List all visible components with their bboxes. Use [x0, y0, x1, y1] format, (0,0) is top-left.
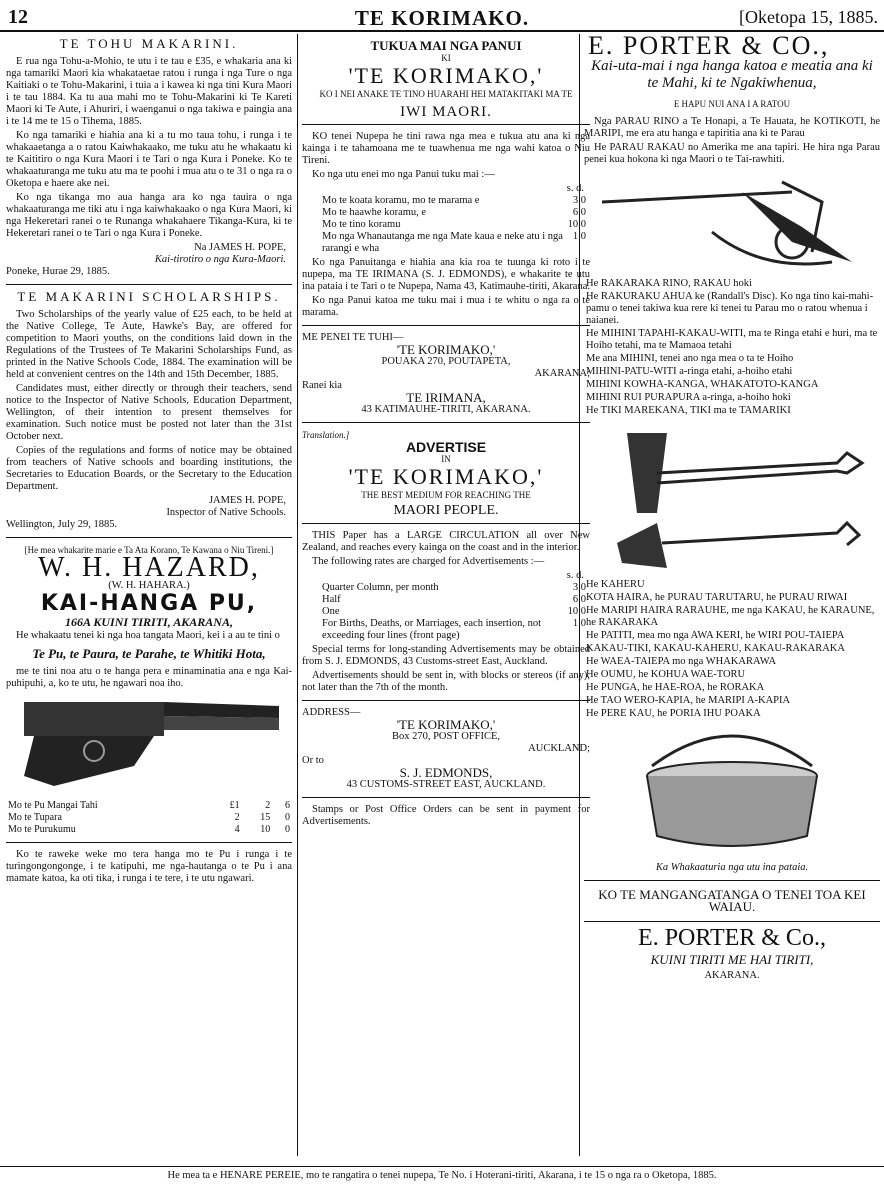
- column-divider: [297, 34, 298, 1156]
- signature-title: Kai-tirotiro o nga Kura-Maori.: [154, 254, 286, 265]
- tohu-paragraph: E rua nga Tohu-a-Mohio, te utu i te tau e £35, e whakaria ana ki nga tamariki Maori kia whakataetae ratou i runga i nga Ture o nga Kaitiaki o te Tohu-Makarini, i tuia a i kawea ki nga tini Kura Maori i te tau 1884. Ka tu aua mahi mo te Tohu-Makarini ki Te Kareti Maori ki Te Aute, i Ahuriri, i waenganui o nga takiwa e paingia ana i te 14 me te 15 o Tihema, 1885.: [6, 56, 292, 127]
- porter-city: AKARANA.: [704, 970, 760, 981]
- rates-english: [302, 582, 590, 642]
- porter-list-two: [584, 579, 880, 720]
- porter-list-item: He PERE KAU, he PORIA IHU POAKA: [586, 708, 761, 719]
- imprint: He mea ta e HENARE PEREIE, mo te rangatira o tenei nupepa, Te No. i Hoterani-tiriti, Akarana, i te 15 o nga ra o Oketopa, 1885.: [0, 1166, 884, 1181]
- porter-list-item: He PUNGA, he HAE-ROA, he RORAKA: [586, 682, 765, 693]
- cooking-pot-illustration: [622, 726, 842, 856]
- porter-list-one: [584, 278, 880, 417]
- rate-value: 10 0: [567, 219, 586, 230]
- column-middle: [302, 34, 590, 1156]
- in-label: IN: [441, 454, 451, 464]
- rate-row: [302, 195, 590, 207]
- price-table: [6, 800, 292, 836]
- hazard-goods: Te Pu, te Paura, te Parahe, te Whitiki Hota,: [32, 646, 266, 661]
- rate-value: 3 0: [572, 582, 586, 593]
- issue-date: [Oketopa 15, 1885.: [739, 7, 878, 27]
- stamps-note: Stamps or Post Office Orders can be sent in payment for Advertisements.: [302, 804, 590, 827]
- rate-label: One: [322, 606, 340, 617]
- porter-list-item: He OUMU, he KOHUA WAE-TORU: [586, 669, 746, 680]
- price-value: 4: [234, 824, 240, 835]
- ki-label: KI: [441, 53, 451, 63]
- rate-label: Quarter Column, per month: [322, 582, 439, 593]
- spade-illustration: [597, 423, 867, 573]
- scholarship-heading: TE MAKARINI SCHOLARSHIPS.: [17, 289, 281, 304]
- korimako-address-title: 'TE KORIMAKO,': [396, 717, 496, 732]
- rate-label: Mo nga Whanautanga me nga Mate kaua e neke atu i nga rarangi e wha: [322, 231, 563, 254]
- auckland: AUCKLAND;: [528, 743, 590, 754]
- english-paragraph: Special terms for long-standing Advertisements may be obtained from S. J. EDMONDS, 43 Customs-street East, Auckland.: [302, 644, 590, 667]
- porter-list-item: He TIKI MAREKANA, TIKI ma te TAMARIKI: [586, 405, 791, 416]
- hazard-name: W. H. HAZARD,: [38, 552, 260, 583]
- english-paragraph: The following rates are charged for Advertisements :—: [312, 556, 545, 567]
- rate-label: Half: [322, 594, 341, 605]
- hazard-maori-name: (W. H. HAHARA.): [108, 580, 190, 591]
- porter-list-item: MIHINI KOWHA-KANGA, WHAKATOTO-KANGA: [586, 379, 819, 390]
- english-paragraph: THIS Paper has a LARGE CIRCULATION all over New Zealand, and reaches every kainga on the coast and in the interior.: [302, 530, 590, 553]
- scholarship-paragraph: Candidates must, either directly or through their teachers, send notice to the Inspector of Native Schools, Education Department, Wellington, of their intention to present themselves for examination. Such notice must be posted not later than the 31st October next.: [6, 383, 292, 442]
- rate-value: 3 0: [572, 195, 586, 206]
- edmonds: S. J. EDMONDS,: [399, 765, 493, 780]
- price-value: £1: [229, 800, 240, 811]
- price-item: Mo te Pu Mangai Tahi: [8, 800, 98, 811]
- akarana: AKARANA;: [534, 368, 590, 379]
- dateline: Poneke, Hurae 29, 1885.: [6, 266, 110, 277]
- porter-tagline: Kai-uta-mai i nga hanga katoa e meatia ana ki te Mahi, ki te Ngakiwhenua,: [591, 58, 873, 91]
- rate-row: [302, 207, 590, 219]
- maori-paragraph: Ko nga Panuitanga e hiahia ana kia roa te tuunga ki roto i te nupepa, ma TE IRIMANA (S. J. EDMONDS), e whakarite te utu ina pataia i te Tari o te Nupepa, Nama 43, Katimauhe-tiriti, Akarana.: [302, 257, 590, 292]
- maori-paragraph: Ko nga Panui katoa me tuku mai i mua i te whitu o nga ra o te marama.: [302, 295, 590, 318]
- plough-illustration: [592, 172, 872, 272]
- masthead: [0, 0, 884, 32]
- shotgun-illustration: [14, 696, 284, 794]
- korimako-title: 'TE KORIMAKO,': [348, 63, 544, 88]
- porter-list-item: He TAO WERO-KAPIA, he MARIPI A-KAPIA: [586, 695, 791, 706]
- hazard-address: 166A KUINI TIRITI, AKARANA,: [65, 615, 233, 629]
- irimana: TE IRIMANA,: [406, 390, 486, 405]
- rate-label: Mo te haawhe koramu, e: [322, 207, 427, 218]
- maori-paragraph: Ko nga utu enei mo nga Panui tuku mai :—: [312, 169, 495, 180]
- rates-maori: [302, 195, 590, 255]
- rate-row: [302, 618, 590, 642]
- signature: JAMES H. POPE,: [208, 495, 286, 506]
- rate-label: Mo te koata koramu, mo te marama e: [322, 195, 480, 206]
- rate-value: 1 0: [572, 618, 586, 629]
- scholarship-paragraph: Two Scholarships of the yearly value of £25 each, to be held at the Native College, Te Aute, Hawke's Bay, are offered for competition to Maori youths, on the conditions laid down in the Regulations of the Trustees of Te Makarini Scholarships Fund, as printed in the Native Schools Code, 1884. The examination will be held at convenient centres on the 14th and 15th December, 1885.: [6, 309, 292, 380]
- tukua-subhead: KO I NEI ANAKE TE TINO HUARAHI HEI MATAKITAKI MA TE: [319, 89, 573, 99]
- pouaka: POUAKA 270, POUTAPETA,: [381, 356, 511, 367]
- rate-value: 6 0: [572, 594, 586, 605]
- porter-list-item: He RAKARAKA RINO, RAKAU hoki: [586, 278, 752, 289]
- best-medium: THE BEST MEDIUM FOR REACHING THE: [361, 490, 531, 500]
- customs-street: 43 CUSTOMS-STREET EAST, AUCKLAND.: [346, 779, 546, 790]
- page-number: 12: [8, 6, 28, 28]
- scholarship-paragraph: Copies of the regulations and forms of notice may be obtained from teachers of Native schools and boarding institutions, the Secretaries to Education Boards, or the Secretary to the Education Department.: [6, 445, 292, 492]
- maori-people: MAORI PEOPLE.: [393, 503, 499, 518]
- or-to: Or to: [302, 755, 324, 766]
- price-value: 2: [265, 800, 271, 811]
- rate-value: 10 0: [567, 606, 586, 617]
- porter-list-item: He KAHERU: [586, 579, 645, 590]
- price-value: 6: [285, 800, 290, 811]
- hapu-note: E HAPU NUI ANA I A RATOU: [673, 99, 791, 109]
- katimauhe: 43 KATIMAUHE-TIRITI, AKARANA.: [361, 404, 531, 415]
- tohu-paragraph: Ko nga tamariki e hiahia ana ki a tu mo taua tohu, i runga i te whakaaetanga a o ratou Kaiwhakaako, me tuku atu he whakaatu ki te Kaititiro o nga Kura Maori i te Tari o nga Kura i Poneke. Ko te whakaaturanga me tuku atu ma te poohi i mua atu o te 31 o nga ra o Oketopa e haere ake nei.: [6, 130, 292, 189]
- porter-list-item: KOTA HAIRA, he PURAU TARUTARU, he PURAU RIWAI: [586, 592, 848, 603]
- column-left: [6, 34, 292, 1156]
- illustration-caption: Ka Whakaaturia nga utu ina pataia.: [655, 862, 809, 873]
- porter-list-item: MIHINI RUI PURAPURA a-ringa, a-hoiho hoki: [586, 392, 791, 403]
- column-right: [584, 34, 880, 1156]
- hazard-paragraph: He whakaatu tenei ki nga hoa tangata Maori, kei i a au te tini o: [16, 630, 280, 641]
- iwi-maori: IWI MAORI.: [400, 104, 492, 120]
- porter-list-item: He MARIPI HAIRA RARAUHE, me nga KAKAU, he KARAUNE, he RAKARAKA: [586, 605, 875, 628]
- rate-row: [302, 219, 590, 231]
- tohu-heading: TE TOHU MAKARINI.: [59, 36, 239, 51]
- sd-header: s. d.: [566, 570, 584, 581]
- porter-heading: E. PORTER & CO.,: [588, 34, 830, 60]
- porter-name: E. PORTER & Co.,: [638, 925, 826, 951]
- manga-note: KO TE MANGANGATANGA O TENEI TOA KEI WAIAU.: [598, 887, 866, 914]
- price-item: Mo te Tupara: [8, 812, 62, 823]
- porter-list-item: He WAEA-TAIEPA mo nga WHAKARAWA: [586, 656, 777, 667]
- porter-list-item: He PATITI, mea mo nga AWA KERI, he WIRI POU-TAIEPA: [586, 630, 845, 641]
- porter-list-item: He MIHINI TAPAHI-KAKAU-WITI, ma te Ringa etahi e huri, ma te Hoiho tetahi, ma te Mamaoa tetahi: [586, 328, 878, 351]
- advertise-heading: ADVERTISE: [405, 439, 487, 455]
- rate-row: [302, 594, 590, 606]
- english-paragraph: Advertisements should be sent in, with blocks or stereos (if any), not later than the 7th of the month.: [302, 670, 590, 693]
- maori-paragraph: KO tenei Nupepa he tini rawa nga mea e tukua atu ana ki nga kainga i te tahamoana me te tuawhenua me nga wahi katoa o Niu Tireni.: [302, 131, 590, 166]
- porter-list-item: Me ana MIHINI, tenei ano nga mea o ta te Hoiho: [586, 353, 794, 364]
- porter-item: He PARAU RAKAU no Amerika me ana tapiri. He hira nga Parau penei kua hokona ki nga Maori o te Tai-rawhiti.: [584, 142, 880, 165]
- rate-value: 1 0: [572, 231, 586, 242]
- price-value: 2: [234, 812, 240, 823]
- sd-header: s. d.: [566, 183, 584, 194]
- price-row: [6, 800, 292, 812]
- porter-item: Nga PARAU RINO a Te Honapi, a Te Hauata, he KOTIKOTI, he MARIPI, me era atu hanga e tapiritia ana ki te Parau: [584, 116, 880, 139]
- ranei: Ranei kia: [302, 380, 342, 391]
- price-value: 0: [285, 812, 290, 823]
- price-row: [6, 824, 292, 836]
- price-value: 10: [260, 824, 271, 835]
- price-item: Mo te Purukumu: [8, 824, 76, 835]
- porter-list-item: KAKAU-TIKI, KAKAU-KAHERU, KAKAU-RAKARAKA: [586, 643, 845, 654]
- appointment-note: [He mea whakarite marie e Ta Ata Korano, Te Kawana o Niu Tireni.]: [24, 545, 274, 555]
- price-value: 0: [285, 824, 290, 835]
- rate-label: For Births, Deaths, or Marriages, each insertion, not exceeding four lines (front page): [322, 618, 541, 641]
- rate-row: [302, 606, 590, 618]
- korimako-title-en: 'TE KORIMAKO,': [348, 464, 544, 489]
- rate-row: [302, 582, 590, 594]
- signature-title: Inspector of Native Schools.: [166, 507, 286, 518]
- paper-title: TE KORIMAKO.: [354, 6, 530, 30]
- box: Box 270, POST OFFICE,: [391, 731, 501, 742]
- porter-list-item: He RAKURAKU AHUA ke (Randall's Disc). Ko nga tino kai-mahi-pamu o tenei takiwa kua rere ki tenei tu Parau mo o ratou whenua i naianei.: [586, 291, 874, 326]
- tukua-heading: TUKUA MAI NGA PANUI: [370, 38, 522, 53]
- hazard-trade: KAI-HANGA PU,: [40, 591, 258, 616]
- dateline: Wellington, July 29, 1885.: [6, 519, 118, 530]
- tohu-paragraph: Ko nga tikanga mo aua hanga ara ko nga tauira o nga whakaaturanga me tiki atu i nga kaiwhakaako o nga Kura Maori, ki nga Hekeretari ranei o te Runanga whakahaere Tikanga-Kura, ki te Hekeretari ranei o te Tari o nga Kura i Poneke.: [6, 192, 292, 239]
- korimako-address-title: 'TE KORIMAKO,': [396, 342, 496, 357]
- rate-label: Mo te tino koramu: [322, 219, 401, 230]
- address-label: ME PENEI TE TUHI—: [302, 332, 404, 343]
- porter-street: KUINI TIRITI ME HAI TIRITI,: [650, 952, 814, 967]
- rate-row: [302, 231, 590, 255]
- address-label: ADDRESS—: [302, 707, 361, 718]
- hazard-paragraph: me te tini noa atu o te hanga pera e minaminatia ana e nga Kai-puhipuhi, a, ko te utu, he ngawari noa iho.: [6, 666, 292, 689]
- signature: Na JAMES H. POPE,: [194, 242, 286, 253]
- porter-list-item: MIHINI-PATU-WITI a-ringa etahi, a-hoiho etahi: [586, 366, 793, 377]
- hazard-repairs: Ko te raweke weke mo tera hanga mo te Pu i runga i te turingongongonge, i te katipuhi, me nga-hautanga o te Pu i ana mamate katoa, ka oti tika, i runga i te tere, i te utu ngawari.: [6, 849, 292, 884]
- translation-label: Translation.]: [302, 430, 350, 440]
- price-row: [6, 812, 292, 824]
- rate-value: 6 0: [572, 207, 586, 218]
- price-value: 15: [260, 812, 271, 823]
